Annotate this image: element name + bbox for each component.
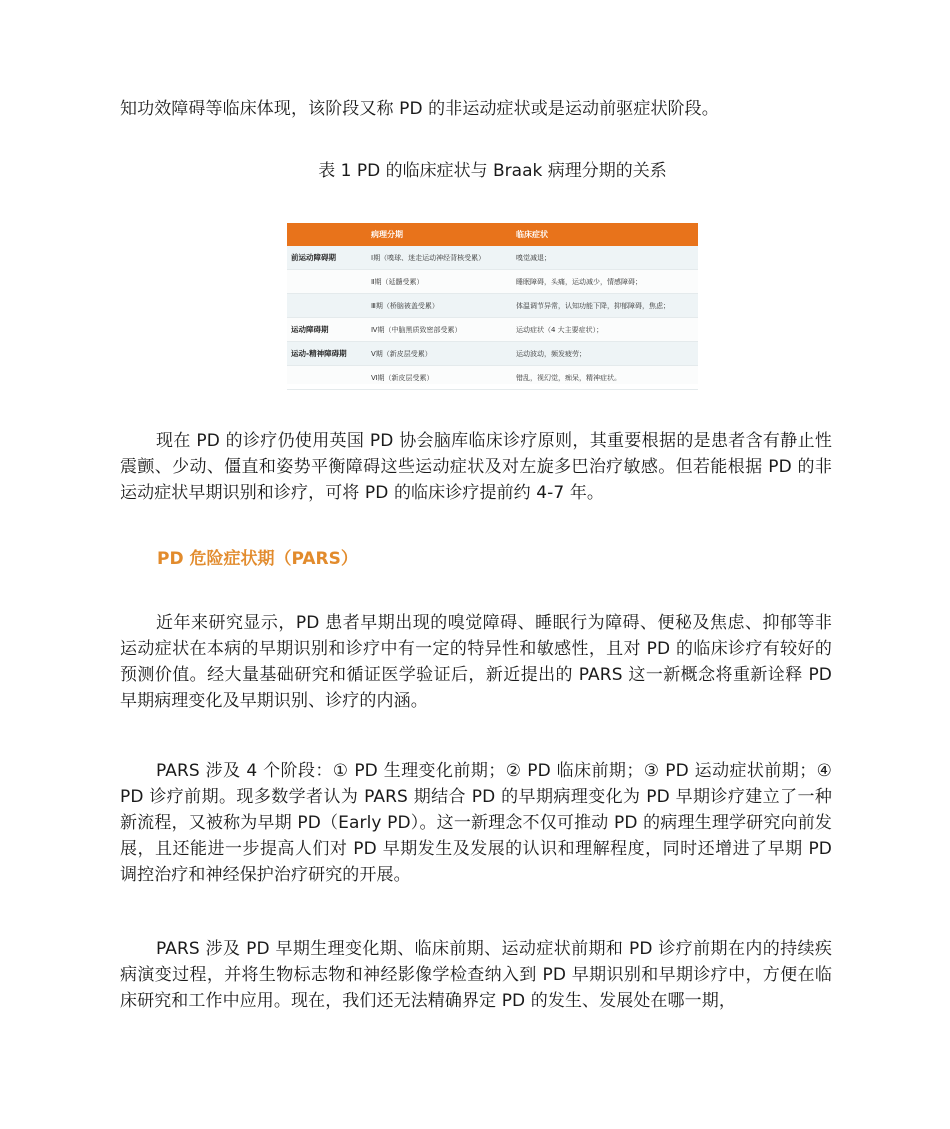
table-cell: 体温调节异常，认知功能下降，抑郁障碍，焦虑；: [512, 294, 698, 318]
table-header-cell-symptoms: 临床症状: [516, 230, 548, 239]
table-header-cell-pathology: 病理分期: [371, 230, 403, 239]
clinical-stage-table-image: [287, 223, 698, 384]
paragraph-intro-continuation: 知功效障碍等临床体现，该阶段又称 PD 的非运动症状或是运动前驱症状阶段。: [120, 99, 719, 119]
paragraph-nonmotor-research: 近年来研究显示，PD 患者早期出现的嗅觉障碍、睡眠行为障碍、便秘及焦虑、抑郁等非运动症状在本病的早期识别和诊疗中有一定的特异性和敏感性，且对 PD 的临床诊疗有较好的预测价值。经大量基础研究和循证医学验证后，新近提出的 PARS 这一新概念将重新诠释 PD 早期病理变化及早期识别、诊疗的内涵。: [120, 613, 832, 711]
table-row: [287, 246, 698, 270]
table-cell: Ⅳ期（中脑黑质致密部受累）: [367, 318, 512, 342]
table-caption: 表 1 PD 的临床症状与 Braak 病理分期的关系: [318, 161, 667, 181]
table-row: [287, 270, 698, 294]
table-cell: 运动障碍期: [287, 318, 367, 342]
table-cell: 嗅觉减退；: [512, 246, 698, 270]
table-row: [287, 318, 698, 342]
table-cell: Ⅰ期（嗅球、迷走运动神经背核受累）: [367, 246, 512, 270]
table-cell: 运动-精神障碍期: [287, 342, 367, 366]
table-cell: 错乱，视幻觉，痴呆，精神症状。: [512, 366, 698, 390]
clinical-stage-table: [287, 223, 698, 390]
table-cell: [287, 270, 367, 294]
table-header-cell-stage: [287, 223, 367, 246]
table-cell: Ⅲ期（桥脑被盖受累）: [367, 294, 512, 318]
table-cell: Ⅱ期（延髓受累）: [367, 270, 512, 294]
table-cell: [287, 294, 367, 318]
paragraph-pars-process: PARS 涉及 PD 早期生理变化期、临床前期、运动症状前期和 PD 诊疗前期在内的持续疾病演变过程，并将生物标志物和神经影像学检查纳入到 PD 早期识别和早期诊疗中，方便在临床研究和工作中应用。现在，我们还无法精确界定 PD 的发生、发展处在哪一期，: [120, 939, 832, 1011]
table-row: [287, 294, 698, 318]
table-cell: 运动波动，频发疲劳；: [512, 342, 698, 366]
table-cell: 前运动障碍期: [287, 246, 367, 270]
table-row: [287, 366, 698, 390]
table-header-row: [287, 223, 698, 246]
table-cell: [287, 366, 367, 390]
paragraph-diagnosis-criteria: 现在 PD 的诊疗仍使用英国 PD 协会脑库临床诊疗原则，其重要根据的是患者含有静止性震颤、少动、僵直和姿势平衡障碍这些运动症状及对左旋多巴治疗敏感。但若能根据 PD 的非运动症状早期识别和诊疗，可将 PD 的临床诊疗提前约 4-7 年。: [120, 431, 832, 503]
table-cell: Ⅴ期（新皮层受累）: [367, 342, 512, 366]
table-cell: Ⅵ期（新皮层受累）: [367, 366, 512, 390]
table-row: [287, 342, 698, 366]
table-cell: 睡眠障碍，头痛，运动减少，情感障碍；: [512, 270, 698, 294]
section-heading: PD 危险症状期（PARS）: [157, 549, 358, 569]
table-cell: 运动症状（4 大主要症状）；: [512, 318, 698, 342]
paragraph-pars-stages: PARS 涉及 4 个阶段：① PD 生理变化前期；② PD 临床前期；③ PD 运动症状前期；④ PD 诊疗前期。现多数学者认为 PARS 期结合 PD 的早期病理变化为 PD 早期诊疗建立了一种新流程，又被称为早期 PD（Early PD）。这一新理念不仅可推动 PD 的病理生理学研究向前发展，且还能进一步提高人们对 PD 早期发生及发展的认识和理解程度，同时还增进了早期 PD 调控治疗和神经保护治疗研究的开展。: [120, 761, 832, 885]
